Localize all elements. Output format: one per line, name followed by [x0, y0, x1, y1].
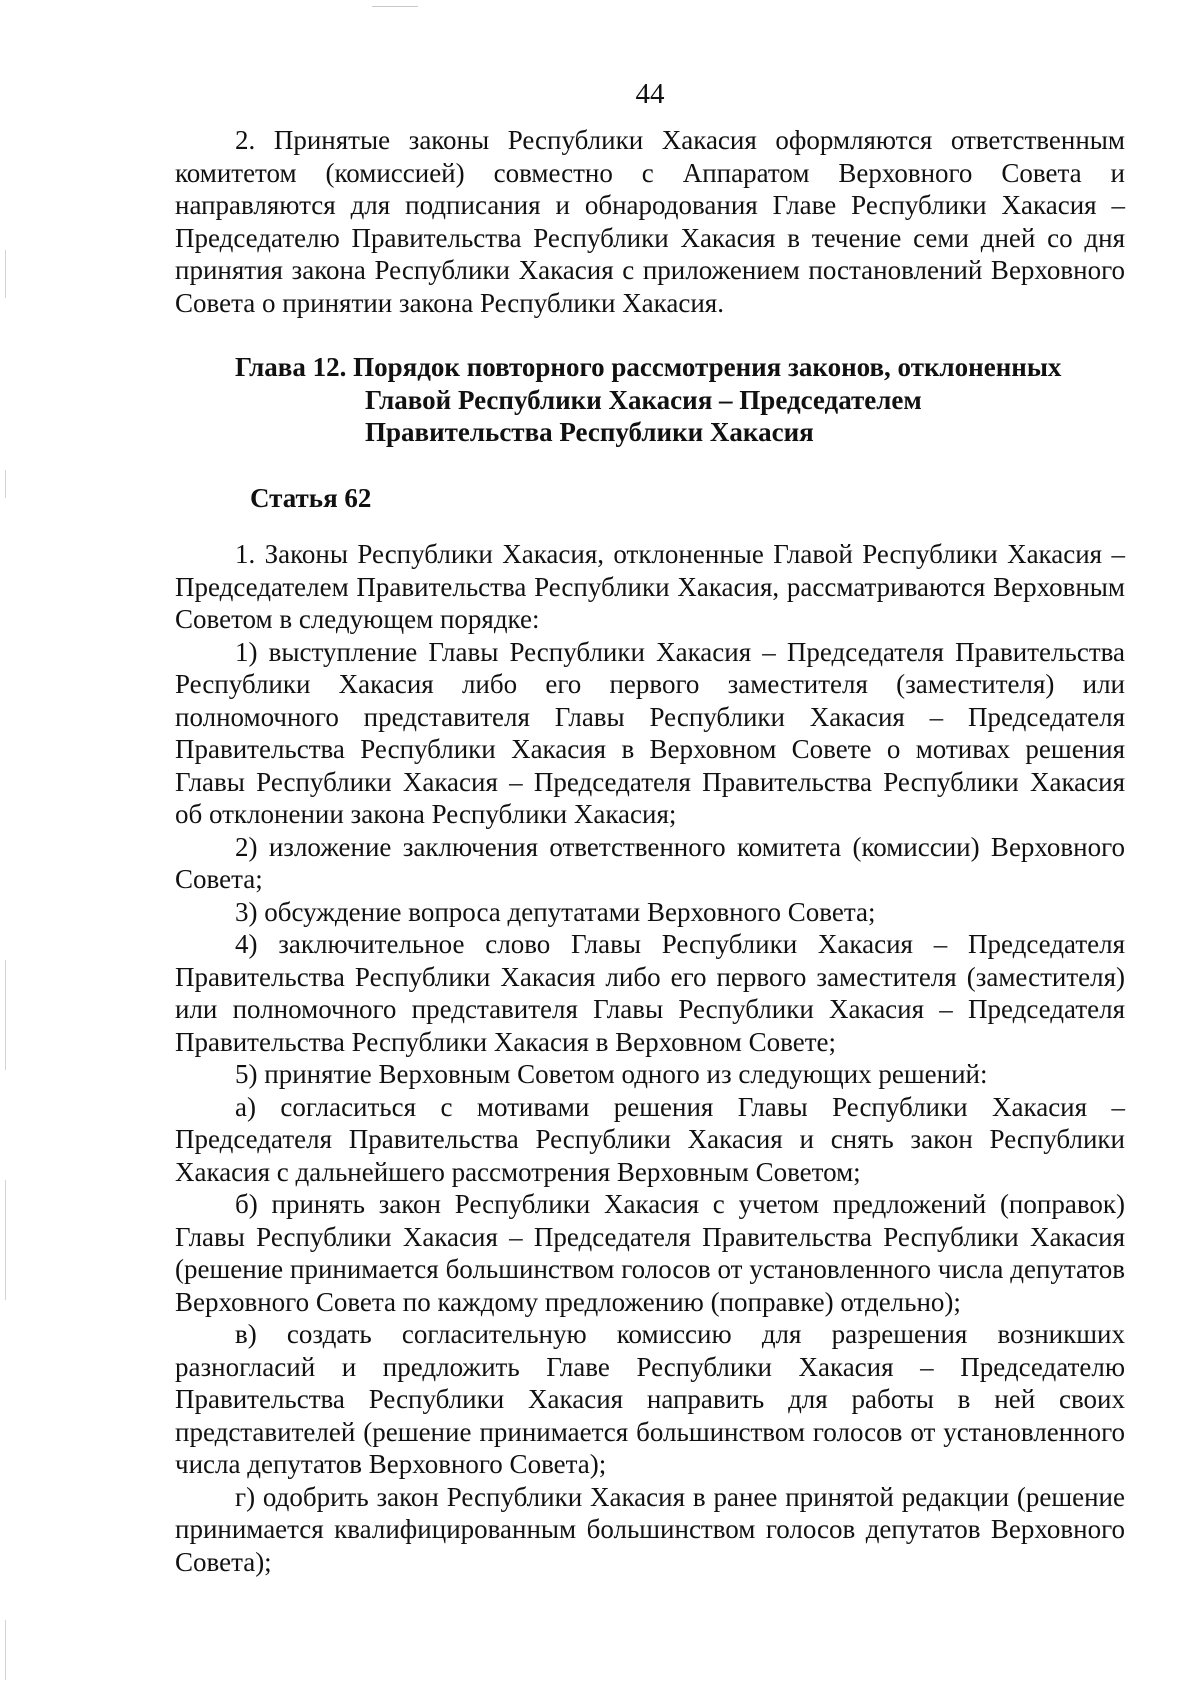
scan-edge-mark	[5, 1620, 6, 1680]
article-body	[175, 538, 1125, 1578]
list-item: 4) заключительное слово Главы Республики Хакасия – Председателя Правительства Республики Хакасия либо его первого заместителя (заместителя) или полномочного представителя Главы Республики Хакасия – Председателя Правительства Республики Хакасия в Верховном Совете;	[175, 929, 1125, 1057]
intro-section	[175, 124, 1125, 319]
sub-list-item: г) одобрить закон Республики Хакасия в ранее принятой редакции (решение принимается квалифицированным большинством голосов депутатов Верховного Совета);	[175, 1481, 1125, 1577]
chapter-heading-line: Правительства Республики Хакасия	[365, 417, 814, 447]
list-item: 1) выступление Главы Республики Хакасия – Председателя Правительства Республики Хакасия либо его первого заместителя (заместителя) или полномочного представителя Главы Республики Хакасия – Председателя Правительства Республики Хакасия в Верховном Совете о мотивах решения Главы Республики Хакасия – Председателя Правительства Республики Хакасия об отклонении закона Республики Хакасия;	[175, 636, 1125, 829]
paragraph: 2. Принятые законы Республики Хакасия оформляются ответственным комитетом (комиссией) совместно с Аппаратом Верховного Совета и направляются для подписания и обнародования Главе Республики Хакасия – Председателю Правительства Республики Хакасия в течение семи дней со дня принятия закона Республики Хакасия с приложением постановлений Верховного Совета о принятии закона Республики Хакасия.	[175, 125, 1125, 318]
article-heading: Статья 62	[250, 483, 372, 513]
list-item: 3) обсуждение вопроса депутатами Верховного Совета;	[235, 896, 876, 927]
sub-list-item: б) принять закон Республики Хакасия с учетом предложений (поправок) Главы Республики Хакасия – Председателя Правительства Республики Хакасия (решение принимается большинством голосов от установленного числа депутатов Верховного Совета по каждому предложению (поправке) отдельно);	[175, 1189, 1125, 1317]
list-item: 2) изложение заключения ответственного комитета (комиссии) Верховного Совета;	[175, 831, 1125, 894]
chapter-heading-line: Главой Республики Хакасия – Председателем	[365, 384, 922, 415]
scan-edge-mark	[5, 1180, 6, 1300]
page-number: 44	[635, 78, 665, 110]
scan-edge-mark	[5, 470, 6, 498]
scan-artifact-line	[372, 6, 418, 7]
scan-edge-mark	[5, 960, 6, 1070]
sub-list-item: а) согласиться с мотивами решения Главы Республики Хакасия – Председателя Правительства Республики Хакасия и снять закон Республики Хакасия с дальнейшего рассмотрения Верховным Советом;	[175, 1091, 1125, 1187]
sub-list-item: в) создать согласительную комиссию для разрешения возникших разногласий и предложить Главе Республики Хакасия – Председателю Правительства Республики Хакасия направить для работы в ней своих представителей (решение принимается большинством голосов от установленного числа депутатов Верховного Совета);	[175, 1319, 1125, 1479]
chapter-heading-line: Глава 12. Порядок повторного рассмотрения законов, отклоненных	[235, 352, 1062, 382]
list-item: 5) принятие Верховным Советом одного из следующих решений:	[235, 1059, 988, 1089]
scan-edge-mark	[5, 250, 6, 298]
chapter-heading	[235, 351, 1125, 449]
paragraph: 1. Законы Республики Хакасия, отклоненные Главой Республики Хакасия – Председателем Правительства Республики Хакасия, рассматриваются Верховным Советом в следующем порядке:	[175, 539, 1125, 634]
